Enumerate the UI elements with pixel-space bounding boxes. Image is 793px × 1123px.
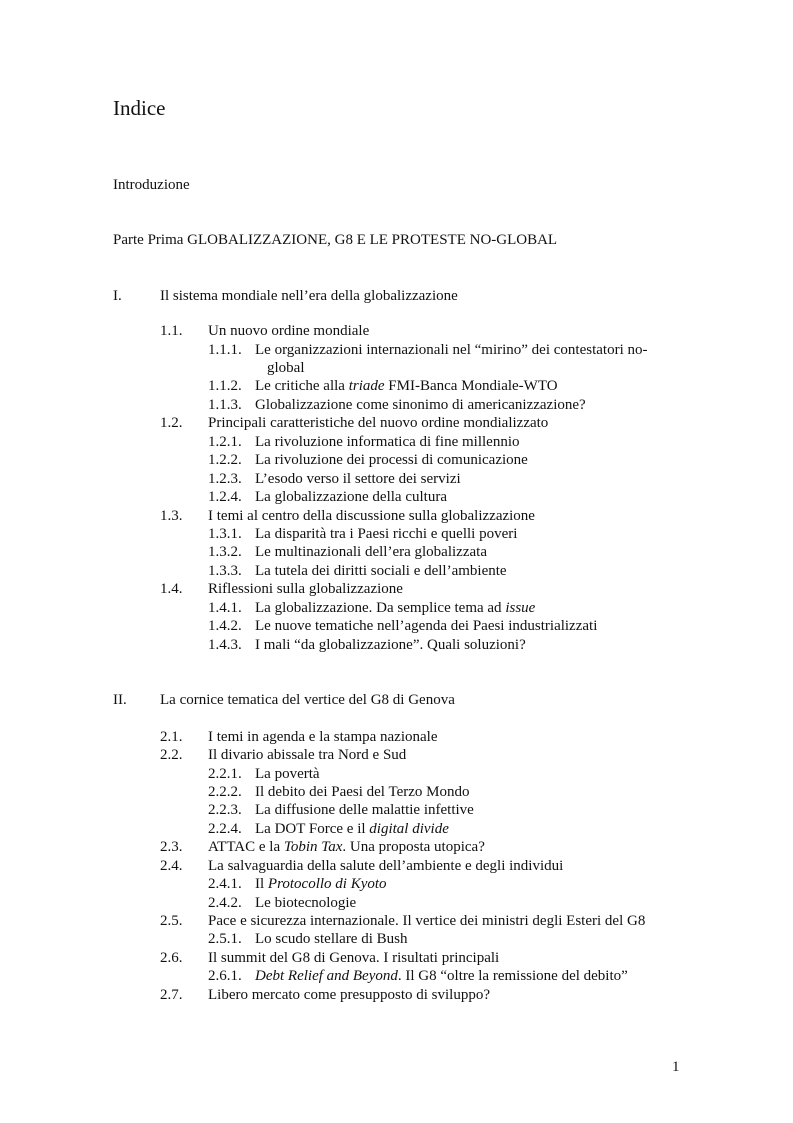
entry-title: Le nuove tematiche nell’agenda dei Paesi industrializzati <box>255 618 598 634</box>
entry-title: Lo scudo stellare di Bush <box>255 931 408 947</box>
entry-title: Riflessioni sulla globalizzazione <box>208 581 403 597</box>
entry-number: 2.7. <box>160 987 183 1003</box>
entry-number: 1.3.2. <box>208 544 242 560</box>
entry-number: 1.1.3. <box>208 397 242 413</box>
entry-title: La rivoluzione dei processi di comunicazione <box>255 452 528 468</box>
entry-number: 2.4.2. <box>208 895 242 911</box>
entry-number: 2.3. <box>160 839 183 855</box>
toc-part-one: Parte Prima GLOBALIZZAZIONE, G8 E LE PROTESTE NO-GLOBAL <box>113 232 558 248</box>
entry-number: 2.2.2. <box>208 784 242 800</box>
entry-number: 2.6. <box>160 950 183 966</box>
chapter-2-title: La cornice tematica del vertice del G8 di Genova <box>160 692 455 708</box>
entry-number: 1.4. <box>160 581 183 597</box>
entry-number: 2.2.4. <box>208 821 242 837</box>
entry-title: Pace e sicurezza internazionale. Il vertice dei ministri degli Esteri del G8 <box>208 913 646 929</box>
entry-title: La povertà <box>255 766 320 782</box>
entry-number: 1.1.2. <box>208 378 242 394</box>
entry-number: 2.1. <box>160 729 183 745</box>
entry-number: 1.4.1. <box>208 600 242 616</box>
entry-number: 1.1.1. <box>208 342 242 358</box>
entry-title: Principali caratteristiche del nuovo ordine mondializzato <box>208 415 549 431</box>
toc-introduction: Introduzione <box>113 177 190 193</box>
entry-number: 2.5. <box>160 913 183 929</box>
entry-title: I mali “da globalizzazione”. Quali soluzioni? <box>255 637 526 653</box>
entry-title: Le organizzazioni internazionali nel “mirino” dei contestatori no- <box>255 342 648 358</box>
entry-title: La diffusione delle malattie infettive <box>255 802 474 818</box>
chapter-2-number: II. <box>113 692 127 708</box>
entry-title: Un nuovo ordine mondiale <box>208 323 370 339</box>
entry-title: Debt Relief and Beyond. Il G8 “oltre la remissione del debito” <box>255 968 628 984</box>
entry-title: La tutela dei diritti sociali e dell’ambiente <box>255 563 507 579</box>
entry-title: La globalizzazione. Da semplice tema ad issue <box>255 600 536 616</box>
entry-title: La globalizzazione della cultura <box>255 489 447 505</box>
entry-number: 1.2. <box>160 415 183 431</box>
entry-number: 2.4. <box>160 858 183 874</box>
entry-number: 1.2.1. <box>208 434 242 450</box>
entry-title: La rivoluzione informatica di fine millennio <box>255 434 520 450</box>
entry-number: 1.2.3. <box>208 471 242 487</box>
entry-title: Il Protocollo di Kyoto <box>255 876 387 892</box>
entry-title: La disparità tra i Paesi ricchi e quelli poveri <box>255 526 518 542</box>
chapter-1-title: Il sistema mondiale nell’era della globalizzazione <box>160 288 458 304</box>
entry-number: 2.2.3. <box>208 802 242 818</box>
entry-number: 1.2.2. <box>208 452 242 468</box>
entry-title: Le multinazionali dell’era globalizzata <box>255 544 487 560</box>
entry-title: Il debito dei Paesi del Terzo Mondo <box>255 784 470 800</box>
entry-number: 2.2.1. <box>208 766 242 782</box>
entry-number: 1.3.1. <box>208 526 242 542</box>
entry-title: Globalizzazione come sinonimo di americanizzazione? <box>255 397 586 413</box>
entry-title: I temi in agenda e la stampa nazionale <box>208 729 438 745</box>
chapter-1-number: I. <box>113 288 122 304</box>
page-title: Indice <box>113 96 166 120</box>
entry-number: 1.1. <box>160 323 183 339</box>
entry-number: 1.3.3. <box>208 563 242 579</box>
entry-number: 2.4.1. <box>208 876 242 892</box>
entry-title: La salvaguardia della salute dell’ambiente e degli individui <box>208 858 564 874</box>
entry-number: 1.4.2. <box>208 618 242 634</box>
entry-number: 2.6.1. <box>208 968 242 984</box>
entry-number: 2.2. <box>160 747 183 763</box>
entry-title: La DOT Force e il digital divide <box>255 821 449 837</box>
entry-title: ATTAC e la Tobin Tax. Una proposta utopica? <box>208 839 485 855</box>
page-number: 1 <box>672 1059 680 1075</box>
entry-title: Libero mercato come presupposto di sviluppo? <box>208 987 491 1003</box>
entry-number: 1.3. <box>160 508 183 524</box>
entry-title: Il summit del G8 di Genova. I risultati principali <box>208 950 500 966</box>
entry-number: 1.4.3. <box>208 637 242 653</box>
entry-title: Le biotecnologie <box>255 895 357 911</box>
entry-number: 2.5.1. <box>208 931 242 947</box>
entry-number: 1.2.4. <box>208 489 242 505</box>
entry-title: L’esodo verso il settore dei servizi <box>255 471 461 487</box>
entry-title: Il divario abissale tra Nord e Sud <box>208 747 407 763</box>
entry-title: I temi al centro della discussione sulla globalizzazione <box>208 508 535 524</box>
entry-title-continuation: global <box>267 360 305 376</box>
entry-title: Le critiche alla triade FMI-Banca Mondiale-WTO <box>255 378 558 394</box>
